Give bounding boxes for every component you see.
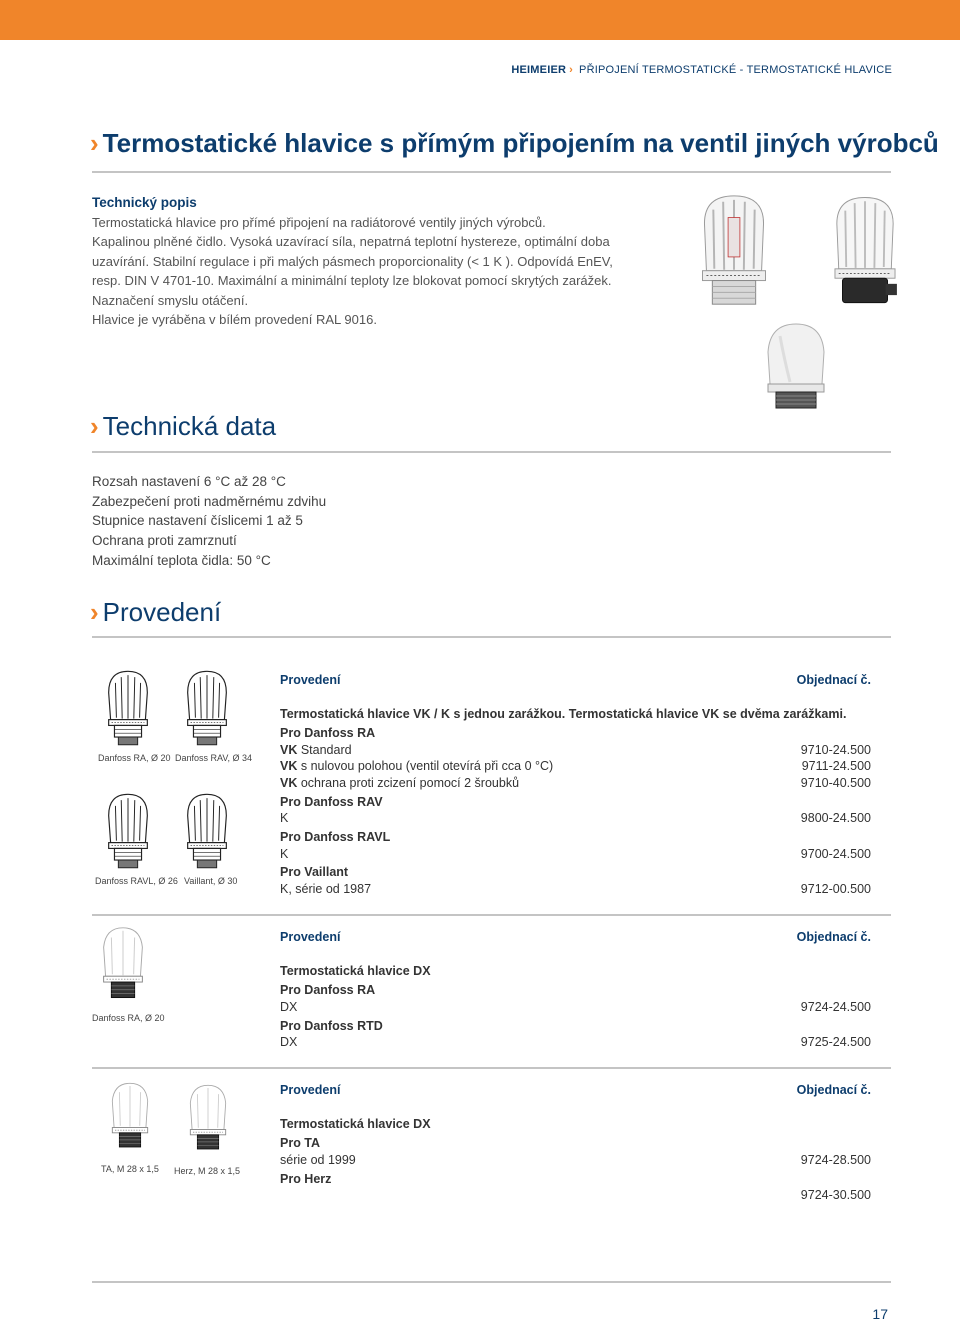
divider <box>92 1281 891 1283</box>
table-row: VK Standard 9710-24.500 <box>280 743 871 757</box>
drawing-danfoss-ra <box>99 665 157 753</box>
page-title <box>90 128 939 159</box>
table-intro: Termostatická hlavice DX <box>280 1117 431 1131</box>
tech-data-list <box>92 472 326 571</box>
table-row: DX 9724-24.500 <box>280 1000 871 1014</box>
table-row: K 9700-24.500 <box>280 847 871 861</box>
drawing-dx-herz <box>178 1080 238 1164</box>
page-title-text: Termostatické hlavice s přímým připojením na ventil jiných výrobců <box>102 128 939 158</box>
table-header-row: Provedení Objednací č. <box>280 673 871 687</box>
divider <box>92 451 891 453</box>
product-photo-vk <box>694 188 774 316</box>
drawing-danfoss-rav <box>178 665 236 753</box>
description-subtitle: Technický popis <box>92 195 197 210</box>
table-row: K 9800-24.500 <box>280 811 871 825</box>
image-caption: Danfoss RAVL, Ø 26 <box>95 876 178 886</box>
technical-description <box>92 193 613 330</box>
divider <box>92 171 891 173</box>
image-caption: Danfoss RA, Ø 20 <box>92 1013 165 1023</box>
group-label: Pro TA <box>280 1136 321 1150</box>
table-intro: Termostatická hlavice VK / K s jednou zarážkou. Termostatická hlavice VK se dvěma zarážkami. <box>280 707 847 721</box>
page-header <box>511 64 892 76</box>
drawing-dx-ta <box>100 1078 160 1162</box>
chevron-right-icon: › <box>569 64 574 76</box>
table-row: série od 1999 9724-28.500 <box>280 1153 871 1167</box>
table-header-row: Provedení Objednací č. <box>280 1083 871 1097</box>
description-line: resp. DIN V 4701-10. Maximální a minimální teploty lze blokovat pomocí skrytých zarážek. <box>92 273 612 288</box>
table-row: VK ochrana proti zcizení pomocí 2 šroubků 9710-40.500 <box>280 776 871 790</box>
tech-data-title: › Technická data <box>90 411 277 441</box>
tech-data-item: Stupnice nastavení číslicemi 1 až 5 <box>92 513 303 529</box>
description-line: Naznačení smyslu otáčení. <box>92 292 249 308</box>
group-label: Pro Vaillant <box>280 865 349 879</box>
table-intro: Termostatická hlavice DX <box>280 964 431 978</box>
tech-data-item: Maximální teplota čidla: 50 °C <box>92 552 271 568</box>
image-caption: Herz, M 28 x 1,5 <box>174 1166 241 1176</box>
drawing-vaillant <box>178 788 236 876</box>
tech-data-item: Zabezpečení proti nadměrnému zdvihu <box>92 493 327 509</box>
divider <box>92 1067 891 1069</box>
group-label: Pro Danfoss RAVL <box>280 830 391 844</box>
group-label: Pro Herz <box>280 1172 332 1186</box>
description-line: Termostatická hlavice pro přímé připojení na radiátorové ventily jiných výrobců. <box>92 214 546 230</box>
versions-title: › Provedení <box>90 597 222 627</box>
drawing-dx-danfoss-ra <box>93 922 153 1014</box>
table-row: VK s nulovou polohou (ventil otevírá při cca 0 °C) 9711-24.500 <box>280 759 871 773</box>
image-caption: TA, M 28 x 1,5 <box>101 1164 159 1174</box>
brand-name: HEIMEIER <box>511 64 567 76</box>
image-caption: Danfoss RA, Ø 20 <box>98 753 171 763</box>
table-row: DX 9725-24.500 <box>280 1035 871 1049</box>
group-label: Pro Danfoss RTD <box>280 1019 383 1033</box>
product-photo-dx <box>756 316 836 420</box>
divider <box>92 914 891 916</box>
top-orange-bar <box>0 0 960 40</box>
chevron-right-icon: › <box>90 597 99 627</box>
tech-data-item: Ochrana proti zamrznutí <box>92 533 237 549</box>
group-label: Pro Danfoss RA <box>280 726 376 740</box>
description-line: Kapalinou plněné čidlo. Vysoká uzavírací síla, nepatrná teplotní hystereze, optimální doba <box>92 234 610 249</box>
image-caption: Vaillant, Ø 30 <box>184 876 238 886</box>
table-header-row: Provedení Objednací č. <box>280 930 871 944</box>
drawing-danfoss-ravl <box>99 788 157 876</box>
tech-data-item: Rozsah nastavení 6 °C až 28 °C <box>92 474 286 489</box>
description-line: uzavírání. Stabilní regulace i při malých pásmech proporcionality (< 1 K ). Odpovídá EnEV, <box>92 253 613 269</box>
image-caption: Danfoss RAV, Ø 34 <box>175 753 253 763</box>
chevron-right-icon: › <box>90 128 99 158</box>
group-label: Pro Danfoss RAV <box>280 795 383 809</box>
group-label: Pro Danfoss RA <box>280 983 376 997</box>
table-row: K, série od 1987 9712-00.500 <box>280 882 871 896</box>
header-section: PŘIPOJENÍ TERMOSTATICKÉ - TERMOSTATICKÉ HLAVICE <box>579 64 892 76</box>
product-photo-vk-dark <box>825 190 905 312</box>
description-line: Hlavice je vyráběna v bílém provedení RAL 9016. <box>92 312 377 327</box>
chevron-right-icon: › <box>90 411 99 441</box>
divider <box>92 636 891 638</box>
page-number: 17 <box>872 1306 888 1322</box>
